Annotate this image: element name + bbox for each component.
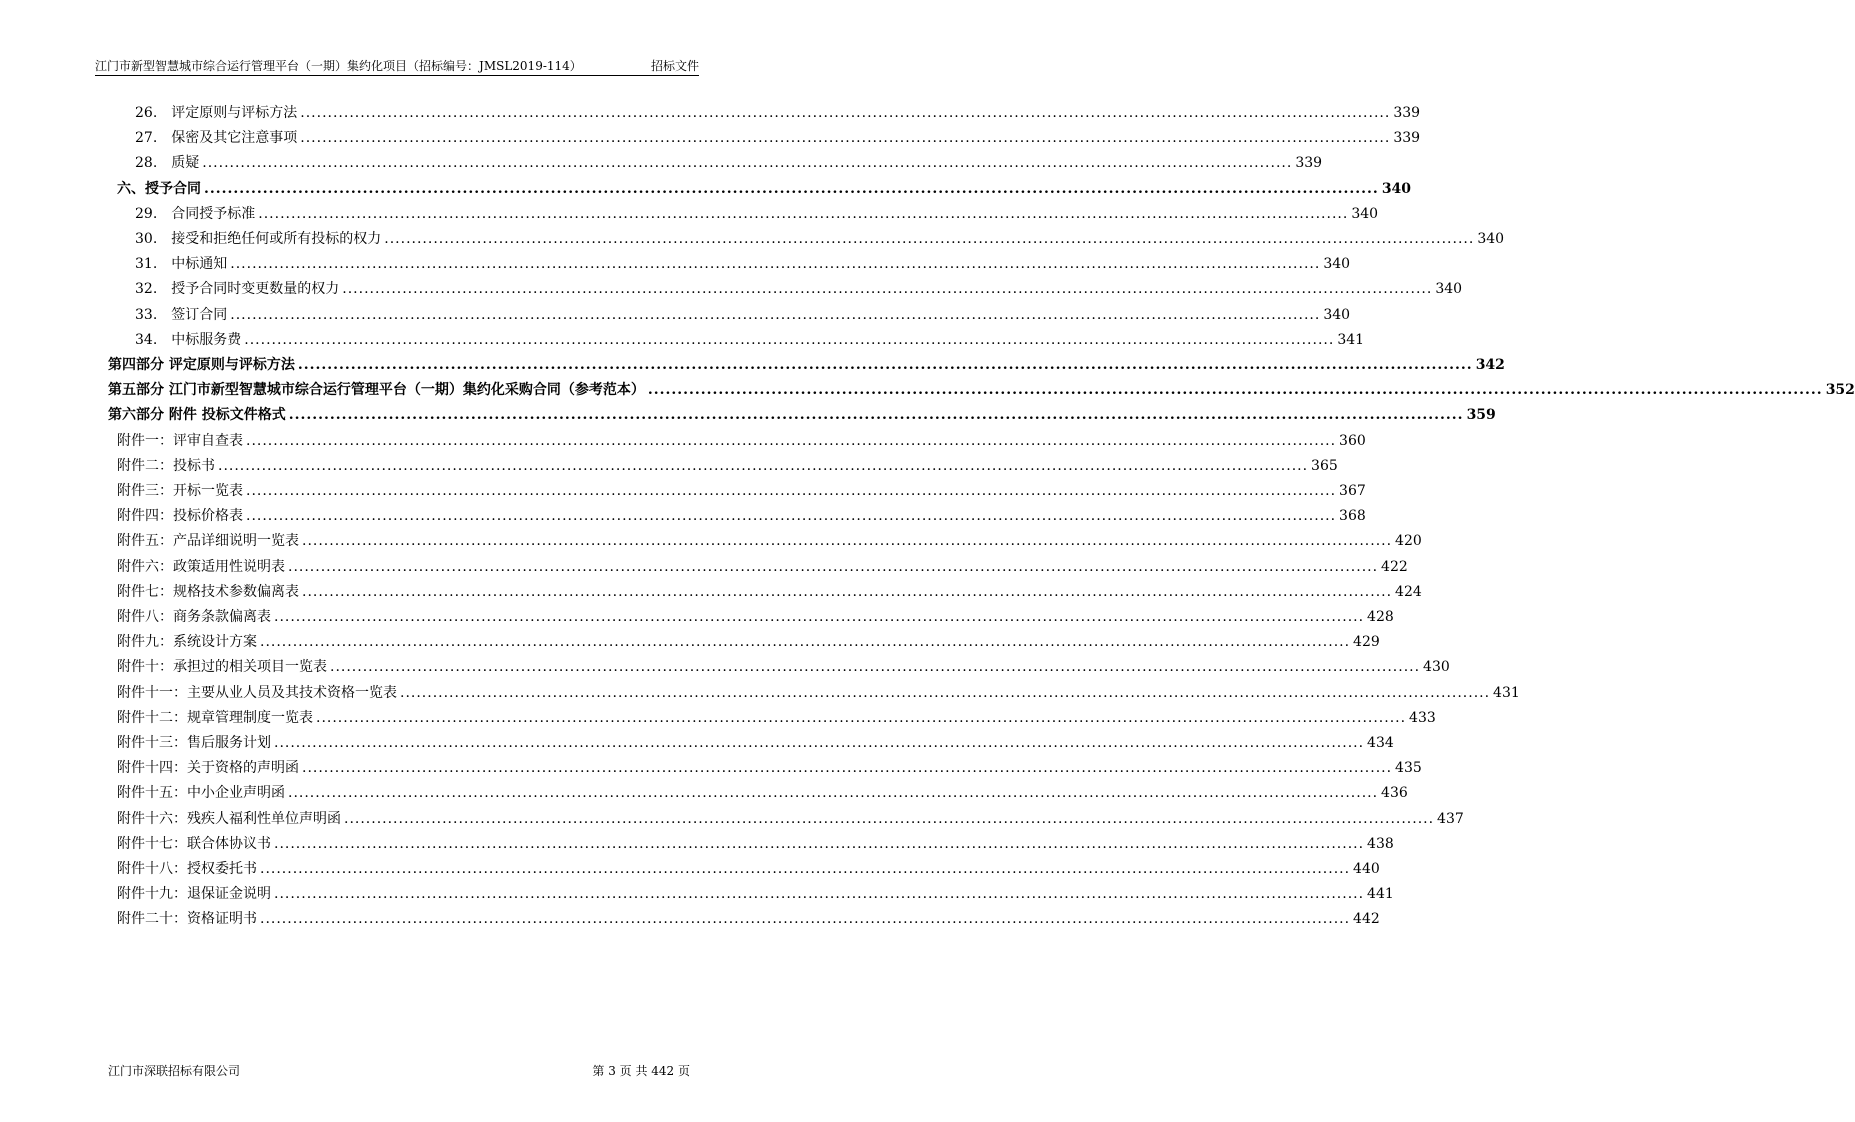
- toc-entry-page: 368: [1339, 508, 1366, 525]
- toc-dot-leader: ........................................................................................................................................................................................................: [202, 155, 1293, 172]
- toc-entry-text: 附件十一：主要从业人员及其技术资格一览表: [117, 684, 397, 701]
- toc-entry-page: 360: [1339, 432, 1366, 449]
- toc-entry[interactable]: [117, 904, 1380, 928]
- footer-page-info: 第 3 页 共 442 页: [592, 1064, 690, 1078]
- toc-entry-text: 第四部分 评定原则与评标方法: [108, 357, 295, 373]
- toc-entry[interactable]: [108, 400, 1496, 424]
- toc-entry-page: 429: [1353, 634, 1380, 651]
- toc-entry-text: 六、授予合同: [117, 180, 201, 197]
- toc-dot-leader: ........................................................................................................................................................................................................: [274, 835, 1365, 852]
- toc-entry-text: 附件六：政策适用性说明表: [117, 558, 285, 575]
- toc-entry-label: [117, 608, 271, 626]
- toc-entry-page: 430: [1423, 659, 1450, 676]
- footer-company: 江门市深联招标有限公司: [108, 1064, 241, 1078]
- toc-entry-label: [135, 255, 227, 273]
- toc-entry-page: 359: [1466, 407, 1496, 424]
- toc-entry-text: 附件八：商务条款偏离表: [117, 609, 271, 625]
- toc-entry[interactable]: [135, 300, 1351, 324]
- toc-entry[interactable]: [117, 602, 1394, 626]
- toc-dot-leader: ........................................................................................................................................................................................................: [300, 105, 1391, 121]
- toc-entry-number: 34.: [135, 331, 158, 348]
- toc-entry-number: 30.: [135, 231, 158, 247]
- toc-entry-page: 340: [1323, 256, 1351, 273]
- toc-dot-leader: ........................................................................................................................................................................................................: [297, 357, 1473, 373]
- toc-entry[interactable]: [117, 804, 1464, 828]
- toc-entry-label: [117, 784, 285, 802]
- toc-entry-text: 附件十七：联合体协议书: [117, 835, 271, 852]
- toc-dot-leader: ........................................................................................................................................................................................................: [342, 281, 1433, 298]
- toc-entry-label: [117, 810, 341, 828]
- toc-dot-leader: ........................................................................................................................................................................................................: [330, 659, 1421, 676]
- toc-entry-text: 附件十八：授权委托书: [117, 861, 257, 877]
- toc-entry-label: [117, 583, 299, 601]
- toc-entry-label: [108, 381, 645, 399]
- toc-entry-page: 422: [1381, 558, 1408, 575]
- toc-entry-label: [135, 306, 227, 324]
- toc-entry-label: [117, 759, 299, 777]
- header-doc-type: 招标文件: [650, 59, 699, 73]
- toc-entry[interactable]: [135, 224, 1505, 248]
- toc-dot-leader: ........................................................................................................................................................................................................: [260, 861, 1351, 877]
- toc-dot-leader: ........................................................................................................................................................................................................: [274, 735, 1365, 751]
- toc-entry-page: 339: [1393, 130, 1421, 147]
- toc-entry[interactable]: [117, 526, 1422, 550]
- toc-entry[interactable]: [108, 375, 1855, 399]
- toc-entry-page: 437: [1437, 810, 1464, 827]
- toc-entry-text: 中标通知: [171, 256, 228, 273]
- toc-entry[interactable]: [117, 728, 1394, 752]
- toc-entry-text: 附件九：系统设计方案: [117, 634, 257, 651]
- toc-entry-text: 第五部分 江门市新型智慧城市综合运行管理平台（一期）集约化采购合同（参考范本）: [108, 382, 645, 399]
- toc-entry-label: [135, 331, 241, 349]
- toc-entry-number: 32.: [135, 281, 158, 298]
- toc-entry-page: 341: [1337, 331, 1365, 348]
- toc-entry-page: 420: [1395, 533, 1422, 550]
- toc-dot-leader: ........................................................................................................................................................................................................: [647, 382, 1823, 399]
- toc-entry-label: [117, 180, 201, 198]
- toc-entry-text: 附件十二：规章管理制度一览表: [117, 709, 313, 726]
- toc-dot-leader: ........................................................................................................................................................................................................: [302, 533, 1393, 550]
- toc-entry-label: [135, 154, 199, 172]
- toc-entry[interactable]: [117, 577, 1422, 601]
- toc-entry-label: [117, 709, 313, 727]
- toc-entry-page: 441: [1367, 886, 1394, 903]
- toc-entry-page: 339: [1393, 105, 1421, 121]
- toc-entry-number: 28.: [135, 155, 158, 172]
- toc-entry-page: 340: [1351, 205, 1379, 222]
- toc-entry-text: 附件十三：售后服务计划: [117, 735, 271, 751]
- header-title: 江门市新型智慧城市综合运行管理平台（一期）集约化项目（招标编号：JMSL2019-114）: [95, 59, 582, 73]
- toc-entry-label: [117, 860, 257, 878]
- toc-entry[interactable]: [117, 829, 1394, 853]
- toc-entry-text: 接受和拒绝任何或所有投标的权力: [171, 231, 382, 247]
- toc-entry-text: 附件一：评审自查表: [117, 432, 243, 449]
- toc-entry-label: [108, 406, 286, 424]
- toc-entry-number: 27.: [135, 130, 158, 147]
- toc-entry[interactable]: [135, 325, 1365, 349]
- toc-entry[interactable]: [135, 148, 1323, 172]
- toc-entry[interactable]: [117, 778, 1408, 802]
- toc-entry-page: 365: [1311, 457, 1338, 474]
- toc-entry-text: 中标服务费: [171, 331, 242, 348]
- toc-entry[interactable]: [117, 174, 1412, 198]
- toc-entry-page: 367: [1339, 483, 1366, 499]
- toc-entry[interactable]: [117, 451, 1338, 475]
- toc-entry-page: 434: [1367, 735, 1394, 751]
- toc-entry-number: 29.: [135, 205, 158, 222]
- toc-entry-label: [135, 129, 297, 147]
- toc-dot-leader: ........................................................................................................................................................................................................: [246, 483, 1337, 499]
- toc-entry-text: 授予合同时变更数量的权力: [171, 281, 340, 298]
- toc-entry-page: 435: [1395, 760, 1422, 777]
- toc-dot-leader: ........................................................................................................................................................................................................: [230, 256, 1321, 273]
- toc-entry-text: 附件十五：中小企业声明函: [117, 785, 285, 802]
- toc-entry-label: [117, 482, 243, 500]
- toc-entry[interactable]: [135, 98, 1421, 122]
- toc-dot-leader: ........................................................................................................................................................................................................: [260, 634, 1351, 651]
- toc-dot-leader: ........................................................................................................................................................................................................: [244, 331, 1335, 348]
- toc-entry-page: 438: [1367, 835, 1394, 852]
- toc-entry-text: 附件十九：退保证金说明: [117, 886, 271, 903]
- toc-entry-text: 附件五：产品详细说明一览表: [117, 533, 299, 550]
- toc-entry-text: 质疑: [171, 155, 200, 172]
- toc-dot-leader: ........................................................................................................................................................................................................: [302, 583, 1393, 600]
- toc-entry[interactable]: [117, 627, 1380, 651]
- toc-entry[interactable]: [135, 199, 1379, 223]
- toc-entry-page: 339: [1295, 155, 1323, 172]
- toc-entry-text: 附件十六：残疾人福利性单位声明函: [117, 810, 341, 827]
- toc-entry-label: [135, 104, 297, 122]
- page-header: [95, 55, 699, 76]
- toc-entry-text: 附件二：投标书: [117, 457, 215, 474]
- toc-entry-page: 340: [1381, 180, 1412, 197]
- toc-entry-text: 附件三：开标一览表: [117, 483, 243, 499]
- toc-entry-label: [117, 734, 271, 752]
- toc-entry-page: 440: [1353, 861, 1380, 877]
- toc-entry-page: 442: [1353, 911, 1380, 928]
- toc-dot-leader: ........................................................................................................................................................................................................: [218, 457, 1309, 474]
- toc-entry-label: [108, 356, 295, 374]
- toc-entry-text: 附件二十：资格证明书: [117, 911, 257, 928]
- toc-entry-label: [117, 507, 243, 525]
- toc-entry-page: 433: [1409, 709, 1436, 726]
- toc-entry-text: 签订合同: [171, 306, 228, 323]
- toc-dot-leader: ........................................................................................................................................................................................................: [288, 407, 1464, 424]
- toc-entry-text: 评定原则与评标方法: [171, 105, 298, 121]
- toc-entry-label: [117, 532, 299, 550]
- toc-dot-leader: ........................................................................................................................................................................................................: [246, 432, 1337, 449]
- toc-entry[interactable]: [135, 123, 1421, 147]
- toc-dot-leader: ........................................................................................................................................................................................................: [260, 911, 1351, 928]
- toc-entry-page: 424: [1395, 583, 1422, 600]
- toc-entry[interactable]: [117, 854, 1380, 878]
- toc-entry-label: [117, 910, 257, 928]
- toc-entry-text: 附件四：投标价格表: [117, 508, 243, 525]
- toc-dot-leader: ........................................................................................................................................................................................................: [288, 785, 1379, 802]
- toc-entry-label: [117, 457, 215, 475]
- toc-dot-leader: ........................................................................................................................................................................................................: [258, 205, 1349, 222]
- toc-dot-leader: ........................................................................................................................................................................................................: [230, 306, 1321, 323]
- toc-dot-leader: ........................................................................................................................................................................................................: [302, 760, 1393, 777]
- toc-entry-label: [117, 633, 257, 651]
- toc-dot-leader: ........................................................................................................................................................................................................: [344, 810, 1435, 827]
- toc-entry-label: [117, 684, 397, 702]
- toc-entry[interactable]: [117, 678, 1520, 702]
- toc-entry-text: 保密及其它注意事项: [171, 130, 298, 147]
- toc-entry[interactable]: [117, 426, 1366, 450]
- toc-dot-leader: ........................................................................................................................................................................................................: [384, 231, 1475, 247]
- toc-entry-text: 合同授予标准: [171, 205, 256, 222]
- toc-entry-page: 352: [1825, 382, 1855, 399]
- toc-entry-label: [135, 230, 381, 248]
- toc-entry-label: [117, 835, 271, 853]
- toc-entry-text: 附件七：规格技术参数偏离表: [117, 583, 299, 600]
- toc-entry-page: 340: [1435, 281, 1463, 298]
- toc-entry-label: [117, 658, 327, 676]
- toc-entry[interactable]: [117, 879, 1394, 903]
- toc-entry-label: [135, 205, 255, 223]
- toc-entry-page: 340: [1477, 231, 1505, 247]
- toc-entry[interactable]: [117, 552, 1408, 576]
- toc-dot-leader: ........................................................................................................................................................................................................: [400, 684, 1491, 701]
- toc-entry[interactable]: [135, 274, 1463, 298]
- toc-entry-label: [135, 280, 339, 298]
- toc-dot-leader: ........................................................................................................................................................................................................: [274, 609, 1365, 625]
- toc-dot-leader: ........................................................................................................................................................................................................: [246, 508, 1337, 525]
- toc-entry-text: 第六部分 附件 投标文件格式: [108, 407, 286, 424]
- toc-entry-label: [117, 432, 243, 450]
- toc-entry-text: 附件十：承担过的相关项目一览表: [117, 659, 327, 676]
- toc-entry-label: [117, 558, 285, 576]
- toc-entry-page: 436: [1381, 785, 1408, 802]
- toc-entry-page: 340: [1323, 306, 1351, 323]
- toc-entry-label: [117, 885, 271, 903]
- toc-entry[interactable]: [117, 753, 1422, 777]
- toc-entry-text: 附件十四：关于资格的声明函: [117, 760, 299, 777]
- toc-entry[interactable]: [117, 476, 1366, 500]
- toc-entry[interactable]: [117, 652, 1450, 676]
- toc-entry[interactable]: [117, 501, 1366, 525]
- toc-entry-number: 26.: [135, 105, 158, 121]
- toc-dot-leader: ........................................................................................................................................................................................................: [288, 558, 1379, 575]
- toc-entry-number: 31.: [135, 256, 158, 273]
- toc-entry-page: 342: [1475, 357, 1505, 373]
- toc-entry-number: 33.: [135, 306, 158, 323]
- toc-dot-leader: ........................................................................................................................................................................................................: [316, 709, 1407, 726]
- toc-entry[interactable]: [135, 249, 1351, 273]
- toc-entry[interactable]: [117, 703, 1436, 727]
- toc-entry[interactable]: [108, 350, 1505, 374]
- toc-entry-page: 428: [1367, 609, 1394, 625]
- toc-dot-leader: ........................................................................................................................................................................................................: [274, 886, 1365, 903]
- toc-entry-page: 431: [1493, 684, 1520, 701]
- toc-dot-leader: ........................................................................................................................................................................................................: [300, 130, 1391, 147]
- toc-dot-leader: ........................................................................................................................................................................................................: [204, 180, 1379, 197]
